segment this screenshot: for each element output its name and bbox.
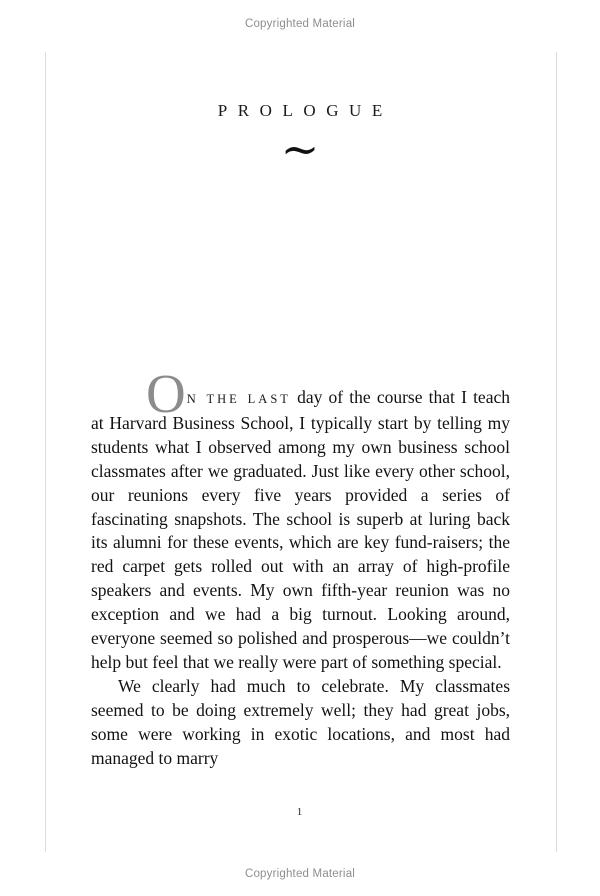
paragraph-first <box>91 363 510 675</box>
page-edge-right <box>556 52 557 852</box>
page-edge-left <box>45 52 46 852</box>
drop-cap: O <box>146 363 187 424</box>
copyright-watermark-top: Copyrighted Material <box>244 18 356 30</box>
tilde-ornament: ~ <box>280 122 320 176</box>
paragraph-first-text: day of the course that I teach at Harvard Business School, I typically start by telling my students what I observed among my own business school classmates after we graduated. Just like every other school, our reunions every five years provided a series of fascinating snapshots. The school is superb at luring back its alumni for these events, which are key fund-raisers; the red carpet gets rolled out with an array of high-profile speakers and events. My own fifth-year reunion was no exception and we had a big turnout. Looking around, everyone seemed so polished and prosperous—we couldn’t help but feel that we really were part of something special. <box>91 387 510 672</box>
page-number: 1 <box>296 806 304 818</box>
body-text-block <box>91 363 510 771</box>
copyright-watermark-bottom: Copyrighted Material <box>244 868 356 880</box>
chapter-title: PROLOGUE <box>217 101 393 120</box>
paragraph-second: We clearly had much to celebrate. My classmates seemed to be doing extremely well; they had great jobs, some were working in exotic locations, and most had managed to marry <box>91 675 510 768</box>
smallcaps-runin: N THE LAST <box>186 392 291 406</box>
